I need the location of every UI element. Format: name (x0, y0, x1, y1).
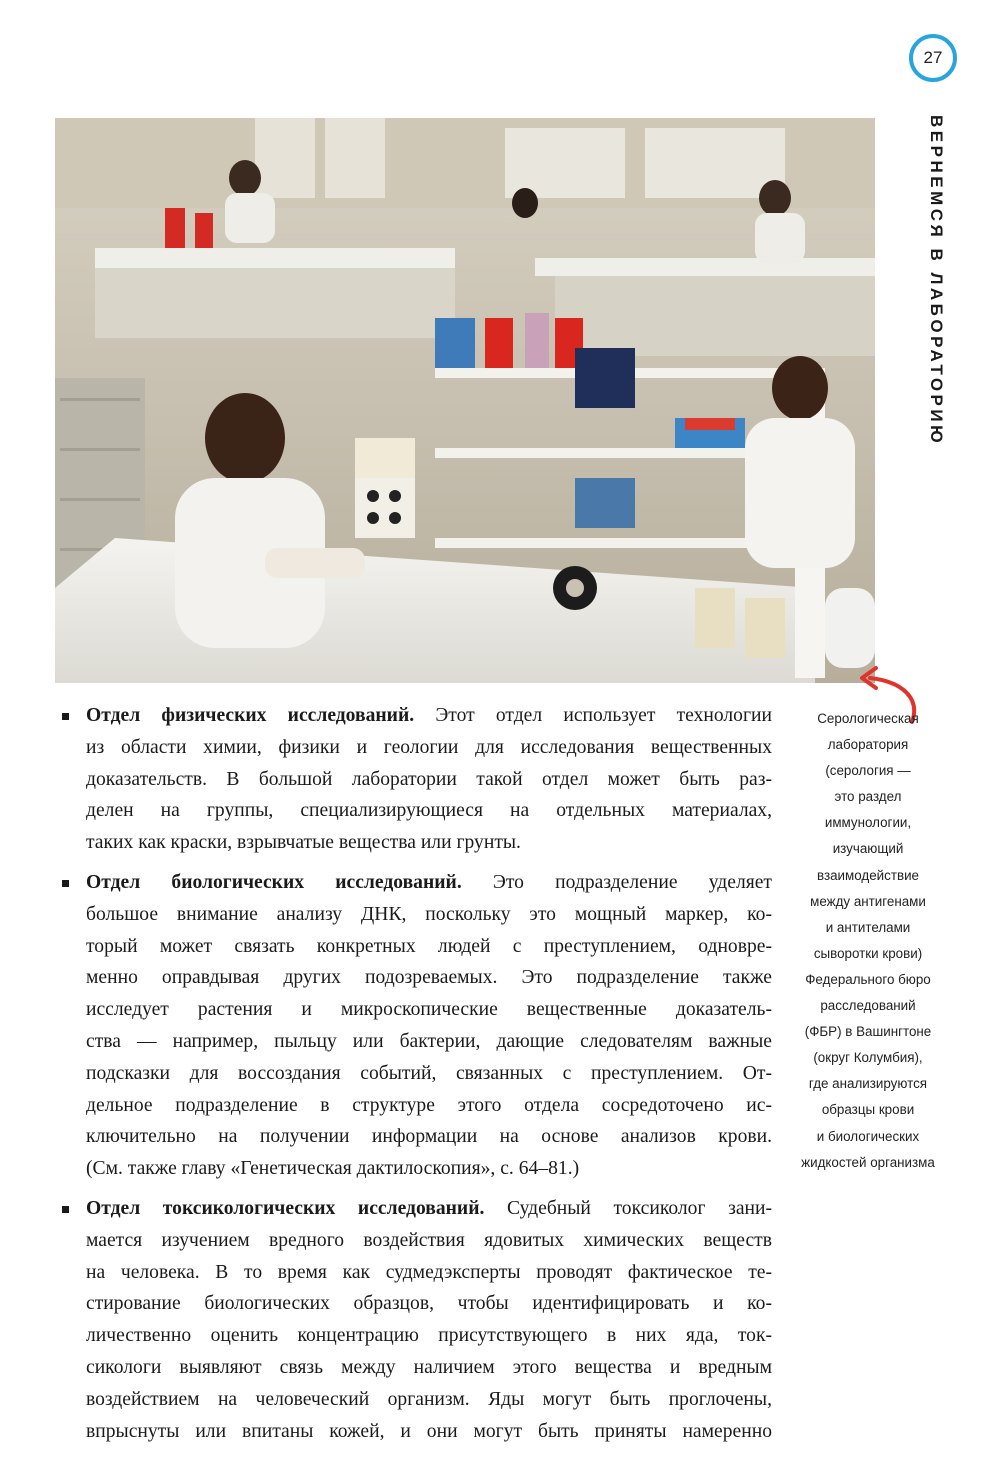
photo-caption (788, 706, 948, 1176)
section-term: Отдел физических исследований. (86, 705, 415, 726)
section-line: на человека. В то время как судмедэксперты проводят фактическое те- (86, 1261, 772, 1283)
section-first-line-rest: Этот отдел использует технологии (414, 705, 772, 726)
caption-line: и антителами (825, 919, 911, 935)
section-line: стирование биологических образцов, чтобы идентифицировать и ко- (86, 1293, 772, 1315)
running-head: ВЕРНЕМСЯ В ЛАБОРАТОРИЮ (927, 115, 946, 447)
caption-line: где анализируются (808, 1076, 928, 1092)
bullet-square-icon (62, 880, 69, 887)
section-term: Отдел биологических исследований. (86, 871, 462, 893)
caption-line: между антигенами (810, 893, 926, 909)
laboratory-photo-illustration (55, 118, 875, 683)
section-line: ства — например, пыльцу или бактерии, дающие следователям важные (86, 1030, 772, 1052)
caption-line: расследований (820, 998, 916, 1014)
section-line: (См. также главу «Генетическая дактилоскопия», с. 64–81.) (86, 1158, 580, 1180)
section-physical (62, 700, 772, 859)
caption-line: (округ Колумбия), (813, 1050, 923, 1066)
caption-line: (серология — (825, 763, 911, 779)
caption-line: изучающий (832, 841, 904, 857)
section-first-line (86, 1193, 772, 1225)
section-line: торый может связать конкретных людей с преступлением, одновре- (86, 935, 772, 957)
section-line: личественно оценить концентрацию присутствующего в них яда, ток- (86, 1325, 772, 1347)
section-line: большое внимание анализу ДНК, поскольку это мощный маркер, ко- (86, 903, 772, 925)
section-line: менно оправдывая других подозреваемых. Это подразделение также (86, 967, 772, 989)
caption-line: сыворотки крови) (813, 945, 923, 961)
section-first-line-rest: Это подразделение уделяет (461, 871, 772, 893)
section-first-line-rest: Судебный токсиколог зани- (484, 1197, 773, 1219)
section-first-line (86, 867, 772, 899)
caption-line: взаимодействие (817, 867, 919, 883)
section-line: воздействием на человеческий организм. Яды могут быть проглочены, (86, 1388, 772, 1410)
section-line: доказательств. В большой лаборатории такой отдел может быть раз- (86, 768, 772, 790)
caption-line: Серологическая (817, 711, 919, 726)
caption-line: и биологических (816, 1128, 920, 1144)
page-number (909, 34, 957, 82)
page-number-text: 27 (923, 48, 943, 67)
bullet-square-icon (62, 713, 69, 720)
section-toxicology (62, 1193, 772, 1447)
section-line: мается изучением вредного воздействия ядовитых химических веществ (86, 1229, 772, 1251)
section-term: Отдел токсикологических исследований. (86, 1197, 485, 1219)
section-line: сикологи выявляют связь между наличием этого вещества и вредным (86, 1356, 772, 1378)
laboratory-photo (55, 118, 875, 683)
section-line: ключительно на получении информации на основе анализов крови. (86, 1126, 772, 1148)
section-line: исследует растения и микроскопические вещественные доказатель- (86, 999, 772, 1021)
section-biological (62, 867, 772, 1185)
section-line: из области химии, физики и геологии для исследования вещественных (86, 736, 772, 758)
section-first-line (86, 700, 772, 732)
caption-line: жидкостей организма (801, 1154, 935, 1170)
caption-line: это раздел (834, 789, 902, 805)
body-text (62, 700, 772, 1455)
section-line: подсказки для воссоздания событий, связанных с преступлением. От- (86, 1062, 772, 1084)
caption-line: (ФБР) в Вашингтоне (804, 1024, 932, 1040)
section-line: дельное подразделение в структуре этого отдела сосредоточено ис- (86, 1094, 772, 1116)
section-line: делен на группы, специализирующиеся на отдельных материалах, (86, 800, 772, 822)
caption-line: лаборатория (827, 737, 909, 753)
bullet-square-icon (62, 1206, 69, 1213)
section-line: впрыснуты или впитаны кожей, и они могут быть приняты намеренно (86, 1420, 772, 1442)
caption-line: Федерального бюро (805, 971, 931, 987)
caption-line: иммунологии, (824, 815, 912, 831)
section-line: таких как краски, взрывчатые вещества или грунты. (86, 832, 521, 854)
caption-line: образцы крови (821, 1102, 915, 1118)
